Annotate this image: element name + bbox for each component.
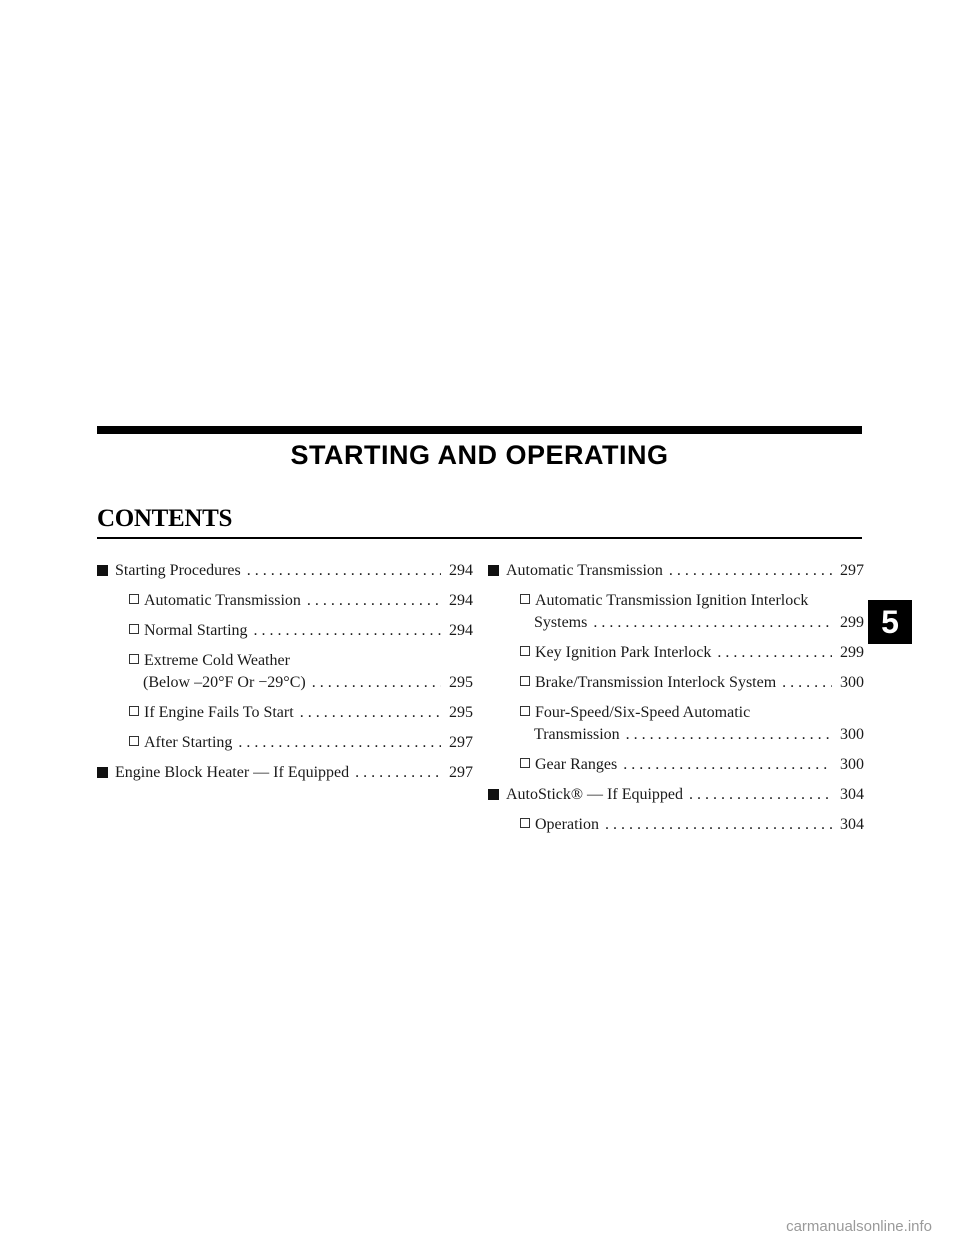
toc-entry-title: Automatic Transmission Ignition Interlock bbox=[535, 592, 809, 609]
toc-page-number: 295 bbox=[449, 704, 473, 721]
open-square-bullet-icon bbox=[520, 646, 530, 656]
toc-entry-title: Automatic Transmission bbox=[144, 592, 301, 609]
dot-leader bbox=[307, 590, 441, 612]
toc-entry-title: If Engine Fails To Start bbox=[144, 704, 294, 721]
toc-entry-title-continued: Systems bbox=[534, 614, 588, 631]
toc-page-number: 300 bbox=[840, 726, 864, 743]
open-square-bullet-icon bbox=[520, 676, 530, 686]
toc-page-number: 297 bbox=[840, 562, 864, 579]
dot-leader bbox=[717, 642, 832, 664]
toc-entry[interactable] bbox=[97, 762, 473, 784]
toc-entry[interactable] bbox=[97, 590, 473, 612]
toc-entry[interactable] bbox=[488, 590, 864, 634]
toc-entry[interactable] bbox=[488, 784, 864, 806]
toc-entry[interactable] bbox=[488, 814, 864, 836]
footer-watermark: carmanualsonline.info bbox=[786, 1218, 932, 1235]
toc-entry[interactable] bbox=[97, 620, 473, 642]
chapter-title: STARTING AND OPERATING bbox=[290, 440, 669, 470]
toc-entry-title: Operation bbox=[535, 816, 599, 833]
open-square-bullet-icon bbox=[129, 654, 139, 664]
dot-leader bbox=[689, 784, 832, 806]
dot-leader bbox=[312, 672, 441, 694]
toc-page-number: 299 bbox=[840, 644, 864, 661]
toc-entry-title: Automatic Transmission bbox=[506, 562, 663, 579]
contents-rule bbox=[97, 537, 862, 539]
toc-entry-title: Brake/Transmission Interlock System bbox=[535, 674, 777, 691]
open-square-bullet-icon bbox=[129, 706, 139, 716]
dot-leader bbox=[300, 702, 441, 724]
dot-leader bbox=[782, 672, 832, 694]
contents-heading: CONTENTS bbox=[97, 505, 233, 532]
dot-leader bbox=[247, 560, 441, 582]
toc-right-column bbox=[488, 560, 864, 844]
toc-page-number: 304 bbox=[840, 786, 864, 803]
chapter-header-bar bbox=[97, 426, 862, 434]
toc-page-number: 297 bbox=[449, 764, 473, 781]
toc-entry[interactable] bbox=[488, 702, 864, 746]
toc-page-number: 297 bbox=[449, 734, 473, 751]
filled-square-bullet-icon bbox=[488, 565, 499, 576]
dot-leader bbox=[355, 762, 441, 784]
dot-leader bbox=[623, 754, 832, 776]
toc-page-number: 304 bbox=[840, 816, 864, 833]
toc-entry-title-continued: Transmission bbox=[534, 726, 620, 743]
toc-page-number: 294 bbox=[449, 562, 473, 579]
toc-entry-title: After Starting bbox=[144, 734, 233, 751]
toc-entry[interactable] bbox=[488, 754, 864, 776]
toc-entry-title: Normal Starting bbox=[144, 622, 248, 639]
chapter-tab-marker: 5 bbox=[868, 600, 912, 644]
toc-entry[interactable] bbox=[97, 560, 473, 582]
dot-leader bbox=[669, 560, 832, 582]
open-square-bullet-icon bbox=[129, 624, 139, 634]
dot-leader bbox=[254, 620, 441, 642]
toc-page-number: 294 bbox=[449, 622, 473, 639]
toc-entry[interactable] bbox=[488, 672, 864, 694]
toc-entry[interactable] bbox=[97, 732, 473, 754]
toc-left-column bbox=[97, 560, 473, 792]
toc-entry[interactable] bbox=[488, 560, 864, 582]
dot-leader bbox=[238, 732, 441, 754]
open-square-bullet-icon bbox=[520, 594, 530, 604]
toc-entry[interactable] bbox=[488, 642, 864, 664]
toc-page-number: 294 bbox=[449, 592, 473, 609]
toc-page-number: 300 bbox=[840, 674, 864, 691]
toc-page-number: 299 bbox=[840, 614, 864, 631]
open-square-bullet-icon bbox=[520, 706, 530, 716]
toc-entry-title: Four-Speed/Six-Speed Automatic bbox=[535, 704, 751, 721]
toc-entry-title: Gear Ranges bbox=[535, 756, 618, 773]
toc-entry[interactable] bbox=[97, 650, 473, 694]
toc-page-number: 300 bbox=[840, 756, 864, 773]
dot-leader bbox=[593, 612, 832, 634]
toc-entry-title: Starting Procedures bbox=[115, 562, 241, 579]
open-square-bullet-icon bbox=[129, 736, 139, 746]
toc-entry[interactable] bbox=[97, 702, 473, 724]
toc-entry-title: Extreme Cold Weather bbox=[144, 652, 290, 669]
dot-leader bbox=[626, 724, 832, 746]
toc-entry-title: AutoStick® — If Equipped bbox=[506, 786, 684, 803]
toc-page-number: 295 bbox=[449, 674, 473, 691]
open-square-bullet-icon bbox=[129, 594, 139, 604]
filled-square-bullet-icon bbox=[488, 789, 499, 800]
filled-square-bullet-icon bbox=[97, 767, 108, 778]
filled-square-bullet-icon bbox=[97, 565, 108, 576]
open-square-bullet-icon bbox=[520, 758, 530, 768]
dot-leader bbox=[605, 814, 832, 836]
toc-entry-title: Engine Block Heater — If Equipped bbox=[115, 764, 350, 781]
open-square-bullet-icon bbox=[520, 818, 530, 828]
toc-entry-title-continued: (Below –20°F Or −29°C) bbox=[143, 674, 306, 691]
toc-entry-title: Key Ignition Park Interlock bbox=[535, 644, 712, 661]
